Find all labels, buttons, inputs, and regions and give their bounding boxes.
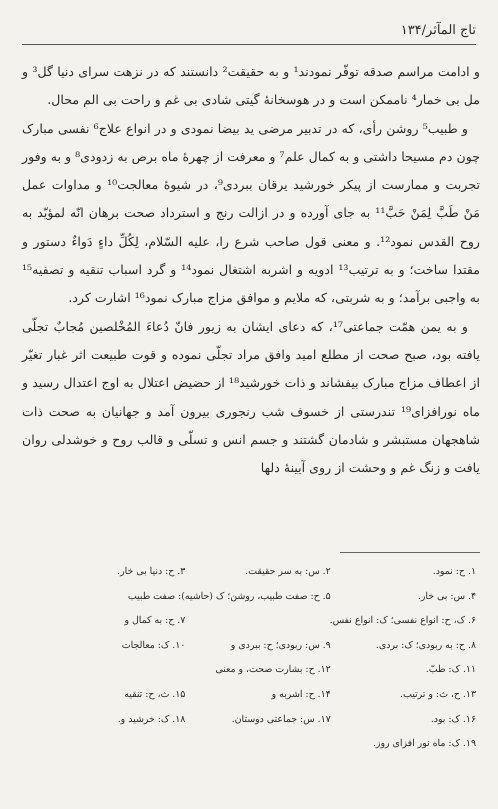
paragraph: و به یمن همّت جماعتی¹⁷، که دعای ایشان به زیور فانّ دُعاءَ المُخْلصین مُجابٌ تجلّی یافته بود، صبح صحت از مطلع امید وافق مراد تجلّی نموده و قوت طبیعت اثر غبار تغیّر از اعطاف مزاج مبارک بیفشاند و ذات خورشید¹⁸ از حضیض اعتلال به اوج اعتدال رسید و ماه نورافزای¹⁹ تندرستی از خسوف شب رنجوری بیرون آمد و جهانیان به صحت ذات شاهجهان مستبشر و شادمان گشتند و جسم انس و تسلّی و قالب روح و خوشدلی روان یافت و زنگ غم و وحشت از روی آیینهٔ دلها xyxy=(22,318,481,476)
footnote: ۱۳. ح، ث: و ترتیب. xyxy=(400,688,476,700)
footnote: ۱۷. س: جماعتی دوستان. xyxy=(231,713,331,725)
footnote: ۳. ح: دنیا بی خار. xyxy=(117,566,186,577)
footnote: ۶. ک، ح: انواع نفسی؛ ک: انواع نفس. xyxy=(329,615,476,627)
footnote: ۱۸. ک: خرشید و. xyxy=(117,713,186,725)
footnote: ۱۰. ک: معالجات xyxy=(121,639,186,651)
footnote: ۱. ح: نمود. xyxy=(432,566,476,577)
footnote-row xyxy=(40,585,476,610)
footnote: ۱۵. ث، ح: تنقیه xyxy=(124,688,186,700)
footnotes xyxy=(40,560,476,757)
footnote-divider xyxy=(340,552,480,553)
footnote: ۱۱. ک: طبّ. xyxy=(425,664,476,676)
footnote: ۴. س: بی خار. xyxy=(417,590,476,602)
footnote: ۱۹. ک: ماه نور افزای روز. xyxy=(372,738,476,750)
footnote-row xyxy=(40,609,476,634)
footnote: ۹. س: ربودی؛ ح: ببردی و xyxy=(230,639,331,651)
footnote-row xyxy=(40,683,476,708)
footnote-row xyxy=(40,560,476,585)
footnote: ۱۴. ح: اشربه و xyxy=(271,688,331,700)
footnote: ۷. ح: به کمال و xyxy=(124,615,186,627)
footnote: ۸. ح: به ربودی؛ ک: بردی. xyxy=(375,639,476,651)
footnote-row xyxy=(40,708,476,733)
footnote: ۱۲. ح: بشارت صحت، و معنی xyxy=(215,664,331,676)
paragraph: و طبیب⁵ روشن رأی، که در تدبیر مرضی ید بیضا نمودی و در انواع علاج⁶ نفسی مبارک چون دم مسیحا داشتی و به کمال علم⁷ و معرفت از چهرهٔ ماه برص به زدودی⁸ و به وفور تجربت و ممارست از پیکر خورشید یرقان ببردی⁹، در شیوهٔ معالجت¹⁰ و مداوات عمل مَنْ طَبَّ لِمَنْ حَبَّ¹¹ به جای آورده و در ازالت رنج و استرداد صحت برهان انّه لمؤیّد به روح القدس نمود¹². و معنی قول صاحب شرع را، علیه السّلام، لِکُلِّ داءٍ دَواءٌ دستور و مقتدا ساخت؛ و به ترتیب¹³ ادویه و اشربه اشتغال نمود¹⁴ و گرد اسباب تنقیه و تصفیه¹⁵ به واجبی برآمد؛ و به شربتی، که ملایم و موافق مزاج مبارک نمود¹⁶ اشارت کرد. xyxy=(22,120,481,306)
footnote-row xyxy=(40,634,476,659)
body-text xyxy=(22,58,480,482)
footnote: ۲. س: به سر حقیقت. xyxy=(245,566,331,577)
footnote-row xyxy=(40,732,476,757)
footnote: ۱۶. ک: بود. xyxy=(430,713,476,725)
page-header xyxy=(22,22,476,45)
running-title: تاج المآثر/۱۳۴ xyxy=(400,23,476,38)
footnote: ۵. ح: صفت طبیب، روشن؛ ک (حاشیه): صفت طبیب xyxy=(127,590,331,602)
footnote-row xyxy=(40,658,476,683)
paragraph: و ادامت مراسم صدقه توفّر نمودند¹ و به حقیقت² دانستند که در نزهت سرای دنیا گل³ و مل بی خمار⁴ ناممکن است و در هوسخانهٔ گیتی شادی بی غم و راحت بی الم محال. xyxy=(22,64,481,108)
